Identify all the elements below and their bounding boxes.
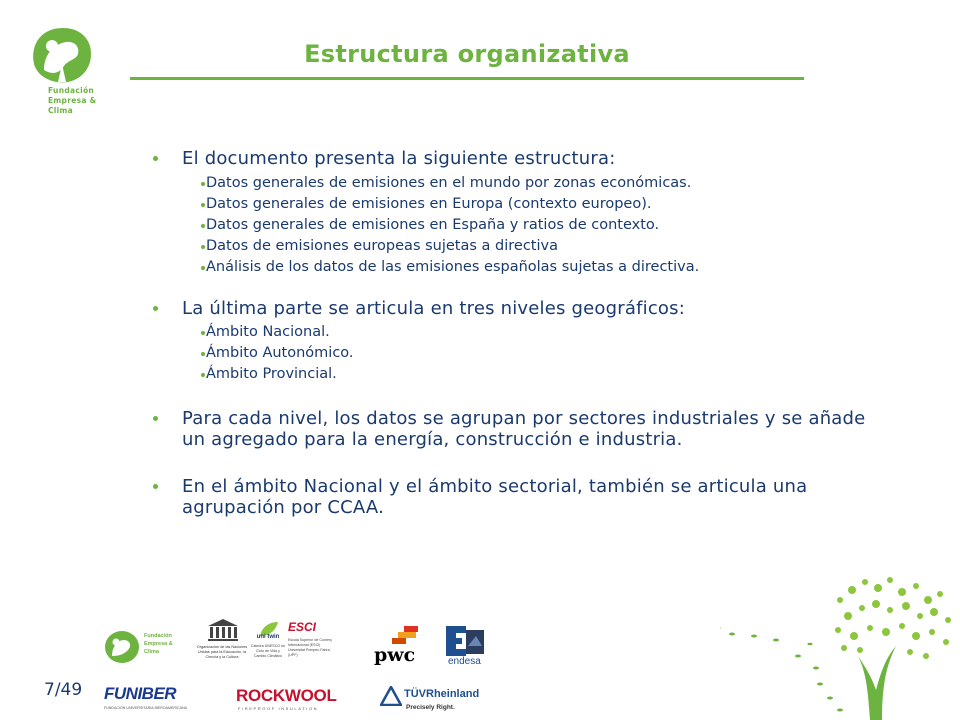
leaf-logo-icon xyxy=(28,24,98,86)
pwc-text: pwc xyxy=(374,644,416,666)
tuv-triangle-icon xyxy=(380,686,402,706)
fec-sponsor-line-3: Clima xyxy=(144,649,159,655)
funiber-subtext: FUNDACIÓN UNIVERSITARIA IBEROAMERICANA xyxy=(104,706,187,710)
esci-text: Escola Superior de Comerç Internacional (ESCI) Universitat Pompeu Fabra (UPF) xyxy=(288,638,332,657)
logo-line-3: Clima xyxy=(48,106,74,115)
logo-line-2: Empresa & xyxy=(48,96,97,105)
unesco-logo xyxy=(196,618,248,674)
logo-text xyxy=(48,86,96,116)
esci-logo xyxy=(288,620,336,674)
slide-title: Estructura organizativa xyxy=(304,40,630,68)
sub-bullet-1-4: Datos de emisiones europeas sujetas a directiva xyxy=(150,236,890,257)
rockwool-text: ROCKWOOL xyxy=(236,686,337,705)
tuv-logo xyxy=(380,684,490,718)
fec-sponsor-logo xyxy=(104,628,194,668)
tuv-text: TÜVRheinland xyxy=(404,688,480,700)
sub-bullet-1-1: Datos generales de emisiones en el mundo por zonas económicas. xyxy=(150,173,890,194)
funiber-text: FUNIBER xyxy=(104,684,177,703)
pwc-blocks-icon xyxy=(392,626,422,646)
fec-leaf-icon xyxy=(104,630,140,664)
unitwin-text: Cátedra UNESCO en Ciclo de Vida y Cambio Climático xyxy=(250,644,286,658)
fec-sponsor-line-1: Fundación xyxy=(144,633,172,639)
unesco-temple-icon xyxy=(206,618,240,642)
unitwin-name: uni twin xyxy=(256,634,280,640)
sub-bullet-2-3: Ámbito Provincial. xyxy=(150,364,890,385)
bullet-3: Para cada nivel, los datos se agrupan por sectores industriales y se añade un agregado para la energía, construcción e industria. xyxy=(150,408,890,450)
sub-bullet-1-5: Análisis de los datos de las emisiones españolas sujetas a directiva. xyxy=(150,257,890,278)
sub-bullet-1-3: Datos generales de emisiones en España y ratios de contexto. xyxy=(150,215,890,236)
bullet-2: La última parte se articula en tres niveles geográficos: xyxy=(150,298,890,319)
endesa-logo xyxy=(446,626,490,670)
tuv-tagline: Precisely Right. xyxy=(406,704,455,711)
tree-illustration-icon xyxy=(720,560,960,720)
fec-sponsor-line-2: Empresa & xyxy=(144,641,173,647)
pwc-logo xyxy=(372,626,426,670)
logo-line-1: Fundación xyxy=(48,86,95,95)
fec-sponsor-text xyxy=(144,632,173,656)
sub-bullet-1-2: Datos generales de emisiones en Europa (contexto europeo). xyxy=(150,194,890,215)
bullet-1: El documento presenta la siguiente estructura: xyxy=(150,148,890,169)
endesa-text: endesa xyxy=(448,656,481,667)
page-number: 7/49 xyxy=(44,680,83,700)
title-underline xyxy=(130,77,804,80)
endesa-e-icon xyxy=(446,626,486,656)
esci-mark: ESCI xyxy=(288,620,317,634)
unitwin-logo xyxy=(250,618,286,674)
sub-bullet-2-2: Ámbito Autonómico. xyxy=(150,343,890,364)
rockwool-logo xyxy=(236,686,348,714)
bullet-4: En el ámbito Nacional y el ámbito sectorial, también se articula una agrupación por CCAA. xyxy=(150,476,890,518)
funiber-logo xyxy=(104,684,208,714)
unesco-text: Organización de las Naciones Unidas para la Educación, la Ciencia y la Cultura xyxy=(196,645,248,659)
sub-bullet-2-1: Ámbito Nacional. xyxy=(150,322,890,343)
slide-content xyxy=(150,148,890,518)
rockwool-subtext: FIREPROOF INSULATION xyxy=(238,706,319,711)
